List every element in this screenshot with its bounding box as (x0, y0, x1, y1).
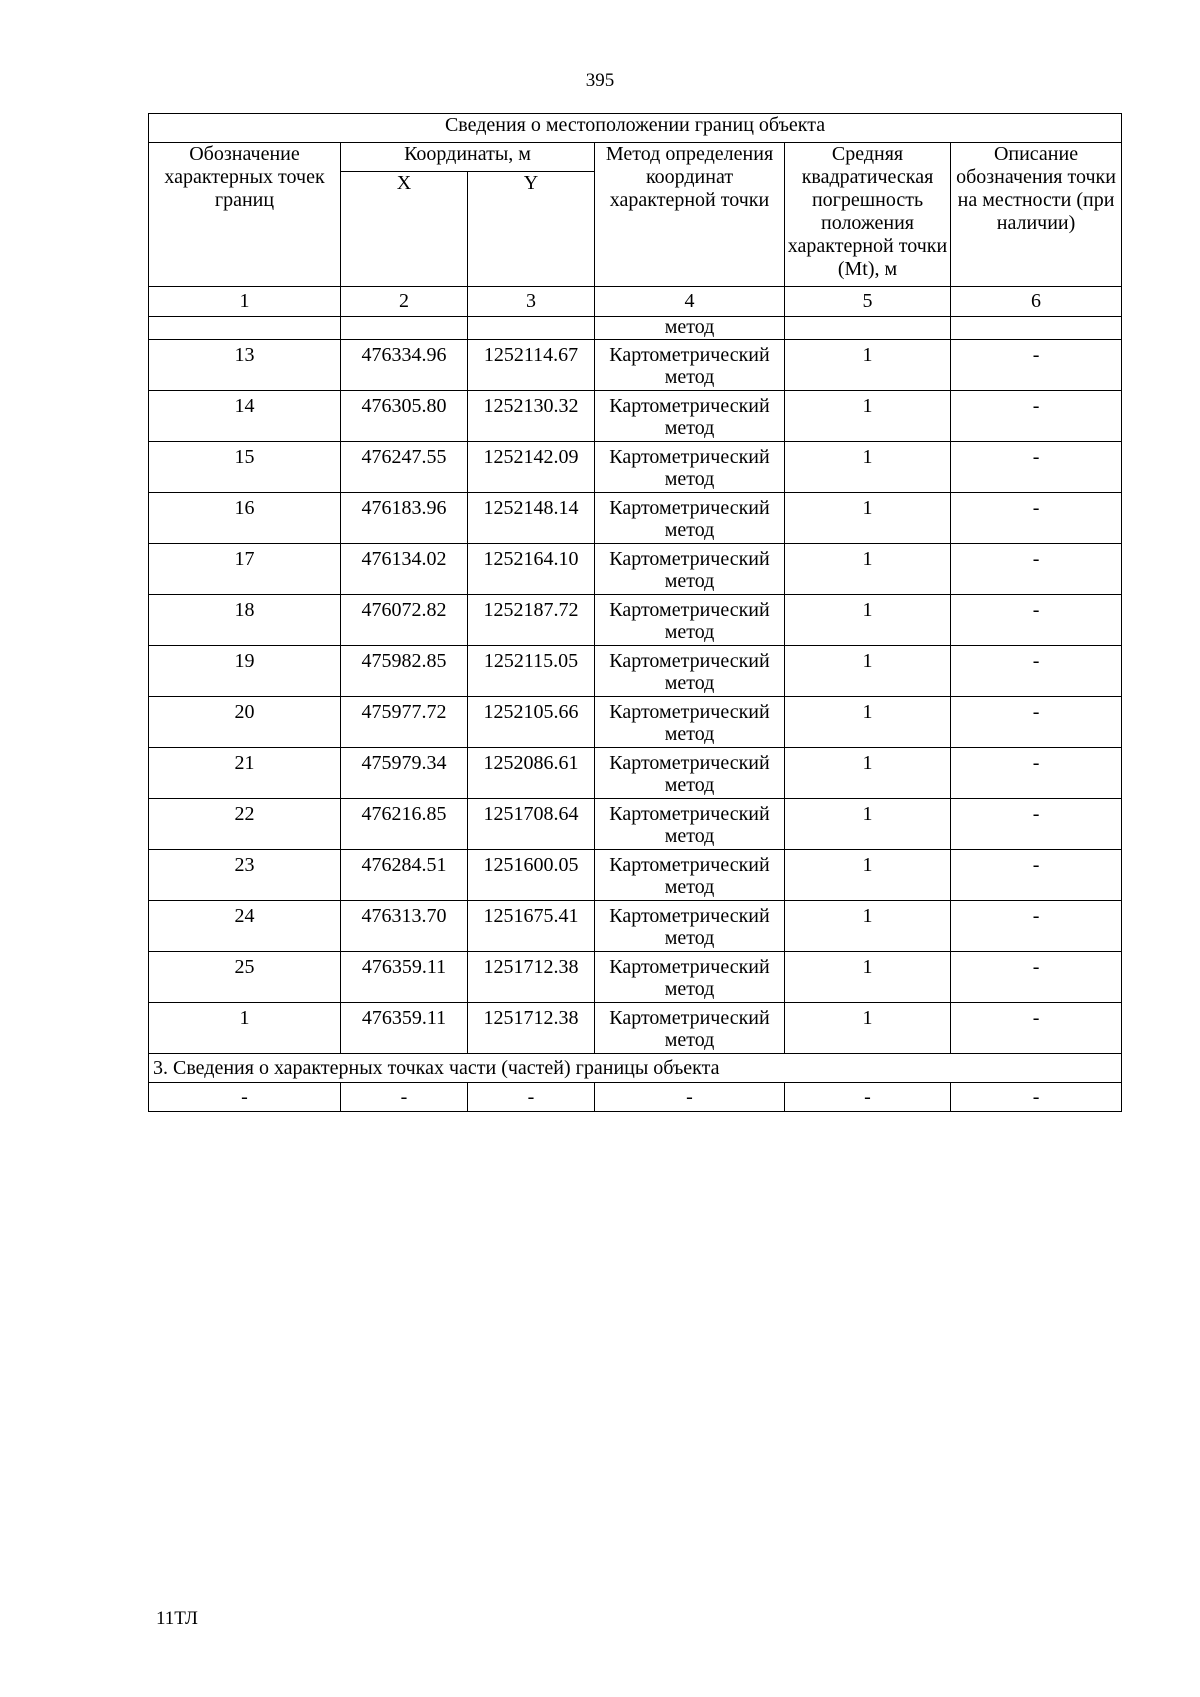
method-cell: Картометрический метод (595, 697, 785, 748)
point-designation-cell: 16 (149, 493, 341, 544)
x-coordinate-cell: 475982.85 (341, 646, 468, 697)
section-3-cell: - (149, 1083, 341, 1112)
continuation-row (149, 317, 1122, 340)
section-3-title: 3. Сведения о характерных точках части (частей) границы объекта (149, 1054, 1122, 1083)
method-cell: Картометрический метод (595, 952, 785, 1003)
description-cell: - (951, 697, 1122, 748)
x-coordinate-cell: 476334.96 (341, 340, 468, 391)
x-coordinate-cell: 476313.70 (341, 901, 468, 952)
method-cell: Картометрический метод (595, 340, 785, 391)
column-number: 2 (341, 287, 468, 317)
x-coordinate-cell: 476247.55 (341, 442, 468, 493)
header-method: Метод определения координат характерной точки (595, 143, 785, 287)
point-designation-cell: 20 (149, 697, 341, 748)
section-3-cell: - (951, 1083, 1122, 1112)
description-cell: - (951, 952, 1122, 1003)
description-cell: - (951, 1003, 1122, 1054)
method-cell: Картометрический метод (595, 493, 785, 544)
mean-error-cell: 1 (785, 595, 951, 646)
x-coordinate-cell: 476183.96 (341, 493, 468, 544)
description-cell: - (951, 340, 1122, 391)
description-cell: - (951, 493, 1122, 544)
description-cell: - (951, 901, 1122, 952)
y-coordinate-cell: 1252105.66 (468, 697, 595, 748)
table-row (149, 646, 1122, 697)
point-designation-cell: 22 (149, 799, 341, 850)
x-coordinate-cell: 476072.82 (341, 595, 468, 646)
footer-code: 11ТЛ (156, 1608, 198, 1629)
y-coordinate-cell: 1252086.61 (468, 748, 595, 799)
mean-error-cell: 1 (785, 901, 951, 952)
point-designation-cell: 19 (149, 646, 341, 697)
header-x: X (341, 172, 468, 287)
method-cell: Картометрический метод (595, 595, 785, 646)
y-coordinate-cell: 1252187.72 (468, 595, 595, 646)
boundary-table (148, 113, 1122, 1112)
mean-error-cell: 1 (785, 952, 951, 1003)
x-coordinate-cell: 476359.11 (341, 1003, 468, 1054)
y-coordinate-cell: 1251712.38 (468, 1003, 595, 1054)
mean-error-cell: 1 (785, 493, 951, 544)
column-number: 3 (468, 287, 595, 317)
description-cell: - (951, 391, 1122, 442)
table-row (149, 748, 1122, 799)
mean-error-cell: 1 (785, 391, 951, 442)
y-coordinate-cell: 1252115.05 (468, 646, 595, 697)
header-coordinates: Координаты, м (341, 143, 595, 172)
table-row (149, 544, 1122, 595)
y-coordinate-cell: 1252114.67 (468, 340, 595, 391)
table-row (149, 799, 1122, 850)
table-row (149, 952, 1122, 1003)
x-coordinate-cell: 475977.72 (341, 697, 468, 748)
continuation-method: метод (595, 317, 785, 340)
method-cell: Картометрический метод (595, 1003, 785, 1054)
header-mean-error: Средняя квадратическая погрешность положения характерной точки (Mt), м (785, 143, 951, 287)
x-coordinate-cell: 475979.34 (341, 748, 468, 799)
description-cell: - (951, 748, 1122, 799)
y-coordinate-cell: 1251675.41 (468, 901, 595, 952)
section-3-cell: - (341, 1083, 468, 1112)
y-coordinate-cell: 1251712.38 (468, 952, 595, 1003)
y-coordinate-cell: 1251708.64 (468, 799, 595, 850)
section-3-cell: - (468, 1083, 595, 1112)
description-cell: - (951, 646, 1122, 697)
method-cell: Картометрический метод (595, 748, 785, 799)
point-designation-cell: 14 (149, 391, 341, 442)
page-number: 395 (585, 70, 615, 91)
table-row (149, 1003, 1122, 1054)
mean-error-cell: 1 (785, 697, 951, 748)
description-cell: - (951, 850, 1122, 901)
method-cell: Картометрический метод (595, 646, 785, 697)
mean-error-cell: 1 (785, 850, 951, 901)
table-row (149, 850, 1122, 901)
point-designation-cell: 18 (149, 595, 341, 646)
table-title: Сведения о местоположении границ объекта (149, 114, 1122, 143)
mean-error-cell: 1 (785, 442, 951, 493)
mean-error-cell: 1 (785, 1003, 951, 1054)
column-number: 4 (595, 287, 785, 317)
point-designation-cell: 21 (149, 748, 341, 799)
point-designation-cell: 15 (149, 442, 341, 493)
method-cell: Картометрический метод (595, 901, 785, 952)
method-cell: Картометрический метод (595, 391, 785, 442)
point-designation-cell: 17 (149, 544, 341, 595)
column-number: 5 (785, 287, 951, 317)
method-cell: Картометрический метод (595, 799, 785, 850)
header-description: Описание обозначения точки на местности (при наличии) (951, 143, 1122, 287)
mean-error-cell: 1 (785, 748, 951, 799)
method-cell: Картометрический метод (595, 850, 785, 901)
y-coordinate-cell: 1251600.05 (468, 850, 595, 901)
table-row (149, 340, 1122, 391)
y-coordinate-cell: 1252130.32 (468, 391, 595, 442)
mean-error-cell: 1 (785, 799, 951, 850)
header-y: Y (468, 172, 595, 287)
x-coordinate-cell: 476134.02 (341, 544, 468, 595)
table-row (149, 391, 1122, 442)
table-row (149, 442, 1122, 493)
column-number: 1 (149, 287, 341, 317)
x-coordinate-cell: 476216.85 (341, 799, 468, 850)
description-cell: - (951, 595, 1122, 646)
table-row (149, 595, 1122, 646)
table-row (149, 901, 1122, 952)
y-coordinate-cell: 1252148.14 (468, 493, 595, 544)
x-coordinate-cell: 476284.51 (341, 850, 468, 901)
point-designation-cell: 23 (149, 850, 341, 901)
x-coordinate-cell: 476305.80 (341, 391, 468, 442)
point-designation-cell: 13 (149, 340, 341, 391)
description-cell: - (951, 544, 1122, 595)
y-coordinate-cell: 1252142.09 (468, 442, 595, 493)
description-cell: - (951, 442, 1122, 493)
point-designation-cell: 24 (149, 901, 341, 952)
description-cell: - (951, 799, 1122, 850)
table-row (149, 493, 1122, 544)
section-3-cell: - (785, 1083, 951, 1112)
header-point-designation: Обозначение характерных точек границ (149, 143, 341, 287)
mean-error-cell: 1 (785, 544, 951, 595)
mean-error-cell: 1 (785, 340, 951, 391)
point-designation-cell: 1 (149, 1003, 341, 1054)
column-number: 6 (951, 287, 1122, 317)
table-row (149, 697, 1122, 748)
x-coordinate-cell: 476359.11 (341, 952, 468, 1003)
method-cell: Картометрический метод (595, 544, 785, 595)
method-cell: Картометрический метод (595, 442, 785, 493)
point-designation-cell: 25 (149, 952, 341, 1003)
mean-error-cell: 1 (785, 646, 951, 697)
section-3-row (149, 1083, 1122, 1112)
y-coordinate-cell: 1252164.10 (468, 544, 595, 595)
section-3-cell: - (595, 1083, 785, 1112)
